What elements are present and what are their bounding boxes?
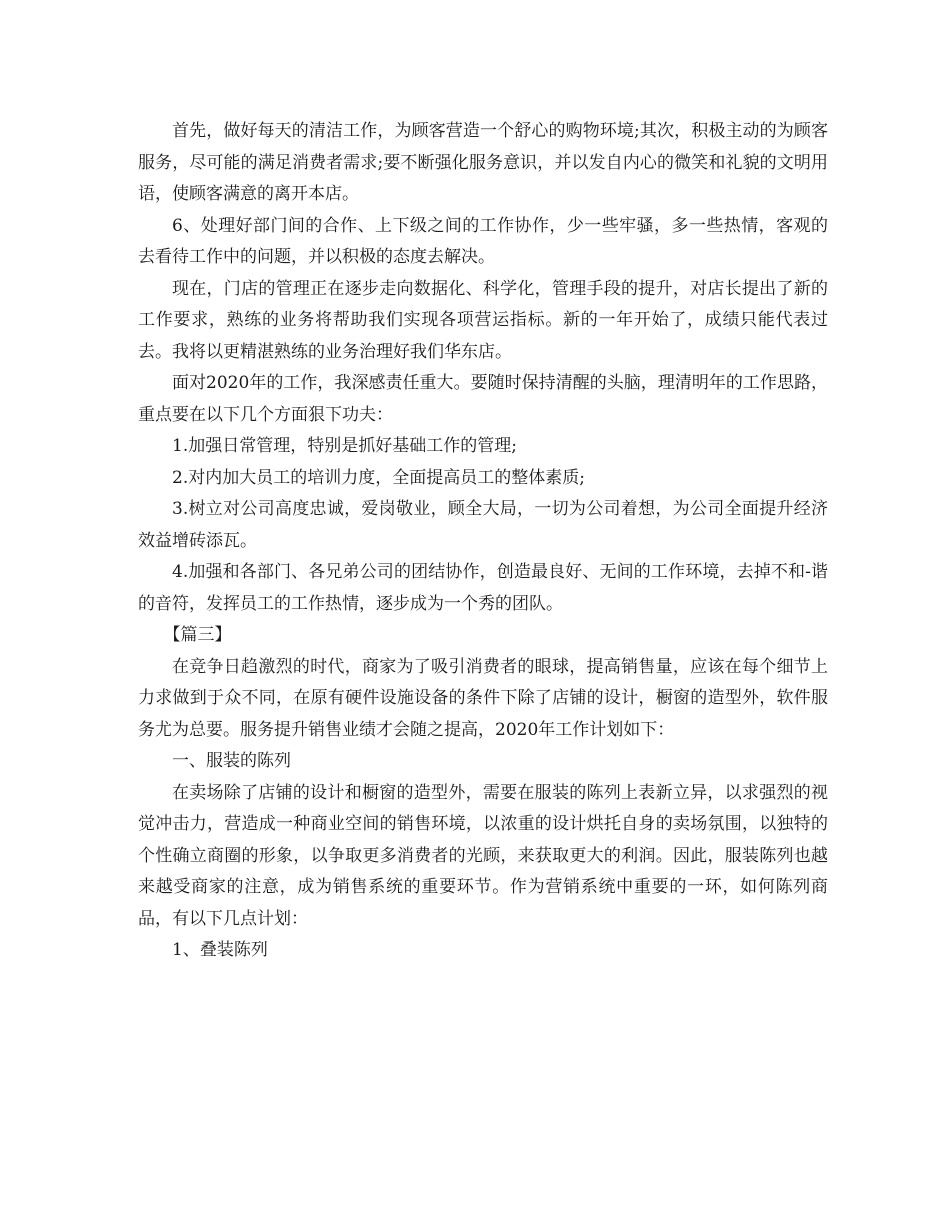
section-heading: 【篇三】 [163, 625, 232, 645]
paragraph: 在卖场除了店铺的设计和橱窗的造型外，需要在服装的陈列上表新立异，以求强烈的视觉冲击力，营造成一种商业空间的销售环境，以浓重的设计烘托自身的卖场氛围，以独特的个性确立商圈的形象，以争取更多消费者的光顾，来获取更大的利润。因此，服装陈列也越来越受商家的注意，成为销售系统的重要环节。作为营销系统中重要的一环，如何陈列商品，有以下几点计划： [138, 782, 828, 929]
list-item: 1.加强日常管理，特别是抓好基础工作的管理; [172, 436, 517, 456]
document-body [138, 116, 828, 967]
paragraph: 6、处理好部门间的合作、上下级之间的工作协作，少一些牢骚，多一些热情，客观的去看待工作中的问题，并以积极的态度去解决。 [138, 215, 828, 267]
subheading: 1、叠装陈列 [172, 940, 268, 960]
list-item: 4.加强和各部门、各兄弟公司的团结协作，创造最良好、无间的工作环境，去掉不和-谐的音符，发挥员工的工作热情，逐步成为一个秀的团队。 [138, 562, 828, 614]
subheading: 一、服装的陈列 [172, 751, 291, 771]
paragraph: 首先，做好每天的清洁工作，为顾客营造一个舒心的购物环境;其次，积极主动的为顾客服务，尽可能的满足消费者需求;要不断强化服务意识，并以发自内心的微笑和礼貌的文明用语，使顾客满意的离开本店。 [138, 121, 828, 204]
paragraph: 面对2020年的工作，我深感责任重大。要随时保持清醒的头脑，理清明年的工作思路，重点要在以下几个方面狠下功夫： [138, 373, 828, 425]
list-item: 2.对内加大员工的培训力度，全面提高员工的整体素质; [172, 467, 585, 488]
paragraph: 现在，门店的管理正在逐步走向数据化、科学化，管理手段的提升，对店长提出了新的工作要求，熟练的业务将帮助我们实现各项营运指标。新的一年开始了，成绩只能代表过去。我将以更精湛熟练的业务治理好我们华东店。 [138, 278, 828, 362]
paragraph: 在竞争日趋激烈的时代，商家为了吸引消费者的眼球，提高销售量，应该在每个细节上力求做到于众不同，在原有硬件设施设备的条件下除了店铺的设计，橱窗的造型外，软件服务尤为总要。服务提升销售业绩才会随之提高，2020年工作计划如下： [138, 656, 828, 740]
list-item: 3.树立对公司高度忠诚，爱岗敬业，顾全大局，一切为公司着想，为公司全面提升经济效益增砖添瓦。 [138, 499, 828, 551]
